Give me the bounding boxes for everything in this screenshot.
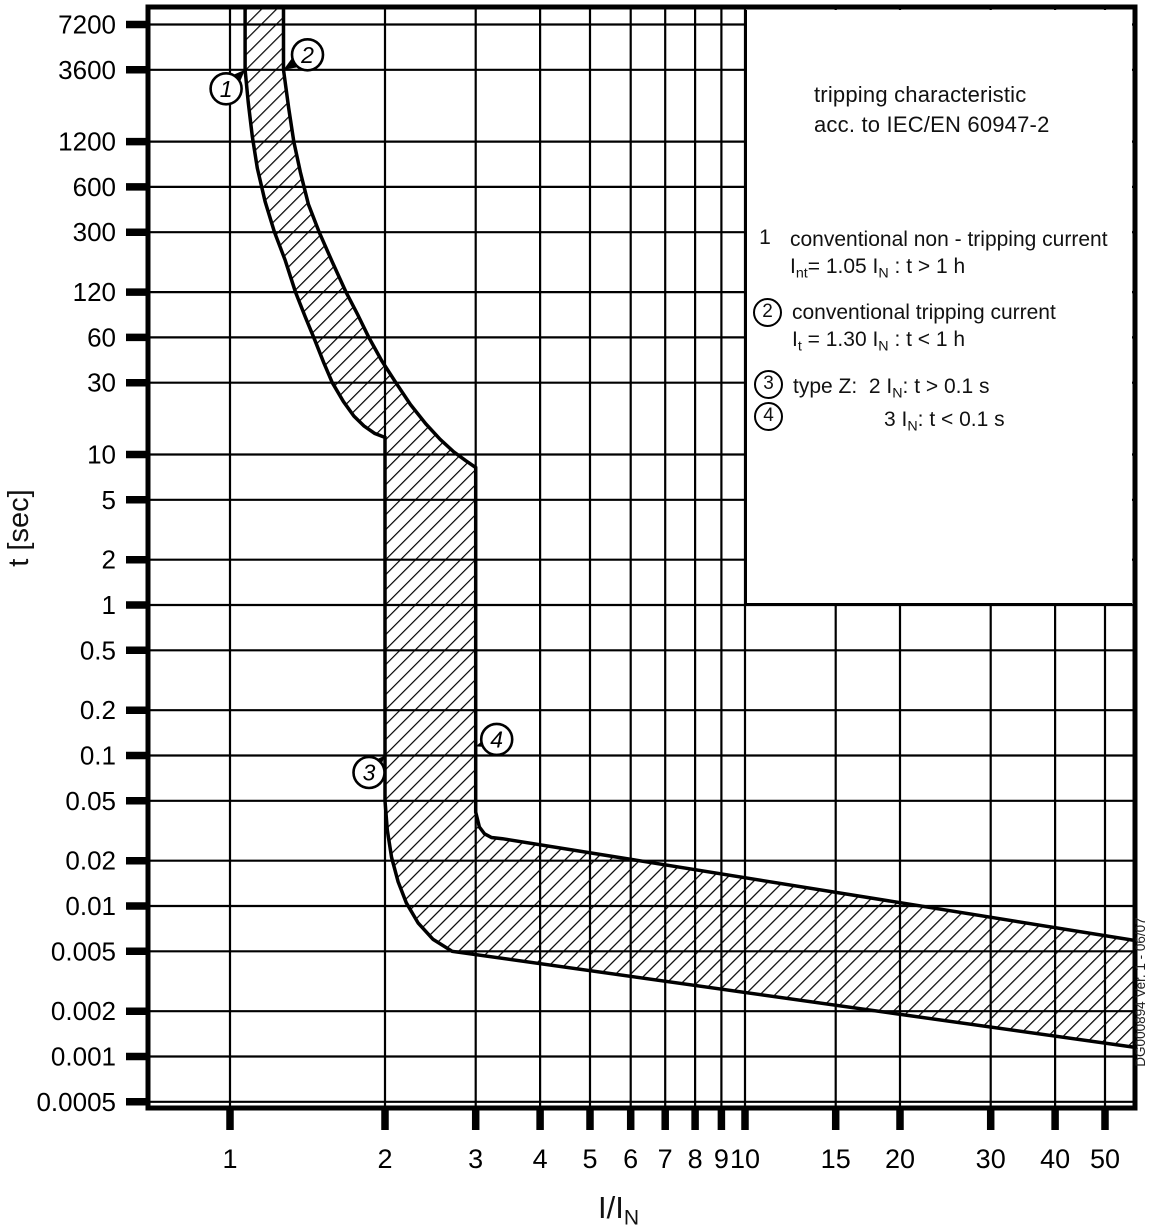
legend-marker-1: 1 — [759, 226, 771, 249]
svg-text:300: 300 — [72, 217, 116, 248]
chart-title-line2: acc. to IEC/EN 60947-2 — [814, 112, 1050, 137]
annotation-label: 3 — [362, 759, 376, 786]
svg-text:0.0005: 0.0005 — [36, 1086, 116, 1117]
x-axis-title: $I/I_N$ — [598, 1190, 640, 1230]
annotation-label: 1 — [219, 75, 233, 102]
svg-text:0.1: 0.1 — [79, 740, 116, 771]
legend-item-1-line1: conventional non - tripping current — [790, 228, 1108, 251]
svg-text:1: 1 — [222, 1144, 238, 1174]
svg-text:30: 30 — [87, 367, 116, 398]
svg-text:1200: 1200 — [58, 126, 116, 157]
legend-marker-4: 4 — [754, 402, 783, 431]
legend-item-2-line2: $I_t = 1.30$ $I_N$ : t < 1 h — [792, 328, 966, 355]
svg-text:5: 5 — [101, 484, 116, 515]
document-id: DG000894 Ver. 1 - 06/07 — [1133, 917, 1148, 1067]
chart-title-line1: tripping characteristic — [814, 82, 1027, 107]
legend-item-2-line1: conventional tripping current — [792, 301, 1056, 324]
svg-text:0.5: 0.5 — [79, 635, 116, 666]
svg-text:3600: 3600 — [58, 54, 116, 85]
svg-text:60: 60 — [87, 322, 116, 353]
svg-text:0.001: 0.001 — [50, 1041, 116, 1072]
legend-item-2 — [792, 299, 1056, 360]
y-axis-title: t [sec] — [3, 489, 35, 567]
legend-marker-3: 3 — [754, 370, 783, 399]
svg-text:0.2: 0.2 — [79, 695, 116, 726]
svg-text:1: 1 — [101, 590, 116, 620]
svg-text:15: 15 — [820, 1144, 851, 1174]
svg-text:8: 8 — [687, 1144, 703, 1174]
svg-text:7200: 7200 — [58, 9, 116, 40]
legend-item-1 — [790, 226, 1108, 287]
svg-text:4: 4 — [532, 1144, 548, 1174]
legend-item-4: 3 $I_N$: t < 0.1 s — [884, 408, 1005, 435]
svg-text:10: 10 — [729, 1144, 761, 1174]
y-tick-labels — [36, 10, 116, 1117]
svg-text:600: 600 — [72, 171, 116, 202]
svg-text:20: 20 — [884, 1144, 916, 1174]
svg-text:2: 2 — [101, 544, 116, 575]
svg-text:7: 7 — [657, 1144, 673, 1174]
svg-text:6: 6 — [623, 1144, 639, 1174]
svg-text:0.005: 0.005 — [50, 936, 116, 967]
svg-text:120: 120 — [72, 277, 116, 308]
svg-text:30: 30 — [975, 1144, 1006, 1174]
chart-title — [814, 80, 1050, 140]
svg-text:0.05: 0.05 — [65, 785, 116, 816]
svg-text:40: 40 — [1040, 1144, 1071, 1174]
annotation-label: 4 — [490, 726, 504, 753]
svg-text:0.02: 0.02 — [65, 845, 116, 876]
svg-text:9: 9 — [713, 1144, 729, 1174]
legend-marker-2: 2 — [753, 298, 782, 327]
annotation-label: 2 — [301, 41, 314, 68]
svg-text:2: 2 — [377, 1144, 393, 1174]
svg-text:0.002: 0.002 — [50, 996, 116, 1027]
svg-text:5: 5 — [582, 1144, 598, 1174]
svg-text:3: 3 — [468, 1144, 484, 1174]
legend-box — [744, 10, 1132, 606]
x-tick-labels — [222, 1144, 1120, 1174]
svg-text:10: 10 — [87, 439, 116, 470]
legend-item-3: type Z: 2 $I_N$: t > 0.1 s — [793, 375, 990, 402]
svg-text:0.01: 0.01 — [65, 891, 116, 921]
svg-text:50: 50 — [1089, 1144, 1121, 1174]
legend-item-1-line2: $I_{nt}= 1.05$ $I_N$ : t > 1 h — [790, 255, 966, 282]
